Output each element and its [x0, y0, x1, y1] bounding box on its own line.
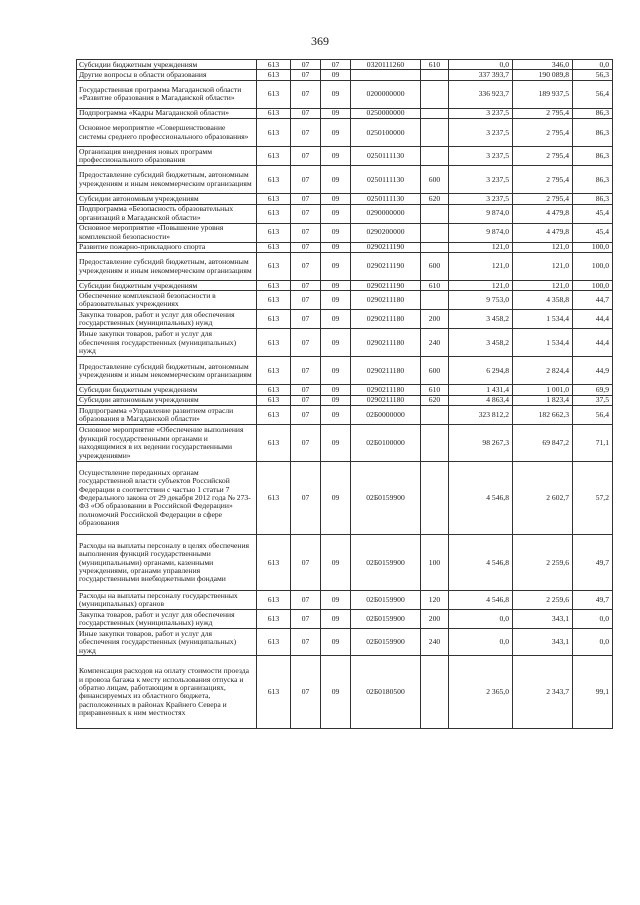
cell-actual: 1 823,4 — [513, 395, 573, 405]
cell-actual: 2 343,7 — [513, 656, 573, 729]
cell-section: 07 — [291, 310, 321, 329]
cell-section: 07 — [291, 119, 321, 147]
cell-ministry: 613 — [257, 310, 291, 329]
cell-actual: 2 259,6 — [513, 535, 573, 591]
cell-percent: 44,7 — [573, 291, 613, 310]
table-row — [77, 395, 613, 405]
cell-actual: 4 479,8 — [513, 204, 573, 223]
table-row — [77, 204, 613, 223]
cell-name: Организация внедрения новых программ профессионального образования — [77, 147, 257, 166]
cell-actual: 4 479,8 — [513, 223, 573, 242]
table-row — [77, 147, 613, 166]
page-number: 369 — [311, 34, 329, 48]
cell-actual: 2 824,4 — [513, 357, 573, 385]
cell-percent: 100,0 — [573, 253, 613, 281]
cell-ministry: 613 — [257, 166, 291, 194]
cell-name: Субсидии бюджетным учреждениям — [77, 281, 257, 291]
cell-ministry: 613 — [257, 291, 291, 310]
cell-plan: 9 753,0 — [449, 291, 513, 310]
cell-ministry: 613 — [257, 656, 291, 729]
cell-expense-type: 600 — [421, 357, 449, 385]
table-row — [77, 406, 613, 425]
cell-expense-type — [421, 119, 449, 147]
cell-subsection: 09 — [321, 119, 351, 147]
cell-subsection: 09 — [321, 385, 351, 395]
cell-plan: 3 458,2 — [449, 310, 513, 329]
cell-name: Закупка товаров, работ и услуг для обеспечения государственных (муниципальных) нужд — [77, 610, 257, 629]
cell-section: 07 — [291, 242, 321, 252]
cell-percent: 44,4 — [573, 310, 613, 329]
cell-subsection: 09 — [321, 204, 351, 223]
cell-expense-type: 600 — [421, 166, 449, 194]
cell-target: 0250000000 — [351, 108, 421, 118]
cell-section: 07 — [291, 329, 321, 357]
cell-percent: 44,9 — [573, 357, 613, 385]
cell-name: Развитие пожарно-прикладного спорта — [77, 242, 257, 252]
table-row — [77, 166, 613, 194]
cell-plan: 336 923,7 — [449, 80, 513, 108]
cell-target: 0290211180 — [351, 357, 421, 385]
cell-percent: 69,9 — [573, 385, 613, 395]
cell-percent: 100,0 — [573, 281, 613, 291]
cell-name: Иные закупки товаров, работ и услуг для обеспечения государственных (муниципальных) нужд — [77, 329, 257, 357]
cell-target: 0250100000 — [351, 119, 421, 147]
cell-section: 07 — [291, 108, 321, 118]
cell-name: Компенсация расходов на оплату стоимости проезда и провоза багажа к месту использования отпуска и обратно лицам, работающим в организациях, финансируемых из областного бюджета, расположенных в районах Крайнего Севера и приравненных к ним местностях — [77, 656, 257, 729]
cell-subsection: 09 — [321, 253, 351, 281]
cell-actual: 2 795,4 — [513, 119, 573, 147]
cell-subsection: 09 — [321, 281, 351, 291]
cell-expense-type: 610 — [421, 281, 449, 291]
cell-expense-type — [421, 425, 449, 462]
cell-percent: 86,3 — [573, 166, 613, 194]
cell-section: 07 — [291, 194, 321, 204]
cell-section: 07 — [291, 610, 321, 629]
cell-subsection: 09 — [321, 406, 351, 425]
cell-plan: 3 237,5 — [449, 147, 513, 166]
cell-target: 02Б0000000 — [351, 406, 421, 425]
cell-plan: 3 237,5 — [449, 166, 513, 194]
cell-subsection: 09 — [321, 591, 351, 610]
cell-actual: 190 089,8 — [513, 70, 573, 80]
cell-name: Основное мероприятие «Совершенствование системы среднего профессионального образования» — [77, 119, 257, 147]
cell-ministry: 613 — [257, 406, 291, 425]
table-row — [77, 357, 613, 385]
cell-section: 07 — [291, 281, 321, 291]
cell-section: 07 — [291, 656, 321, 729]
cell-plan: 3 237,5 — [449, 119, 513, 147]
cell-name: Иные закупки товаров, работ и услуг для обеспечения государственных (муниципальных) нужд — [77, 629, 257, 656]
table-row — [77, 80, 613, 108]
cell-target: 0320111260 — [351, 60, 421, 70]
cell-section: 07 — [291, 70, 321, 80]
table-row — [77, 629, 613, 656]
cell-percent: 56,4 — [573, 406, 613, 425]
cell-target: 0290211180 — [351, 329, 421, 357]
cell-subsection: 09 — [321, 70, 351, 80]
cell-name: Предоставление субсидий бюджетным, автономным учреждениям и иным некоммерческим организациям — [77, 357, 257, 385]
table-row — [77, 223, 613, 242]
cell-target: 0290211180 — [351, 291, 421, 310]
cell-subsection: 07 — [321, 60, 351, 70]
cell-subsection: 09 — [321, 357, 351, 385]
cell-ministry: 613 — [257, 204, 291, 223]
cell-plan: 4 546,8 — [449, 591, 513, 610]
cell-plan: 2 365,0 — [449, 656, 513, 729]
cell-actual: 2 795,4 — [513, 147, 573, 166]
cell-subsection: 09 — [321, 108, 351, 118]
table-row — [77, 425, 613, 462]
cell-section: 07 — [291, 80, 321, 108]
cell-ministry: 613 — [257, 80, 291, 108]
cell-percent: 86,3 — [573, 119, 613, 147]
cell-section: 07 — [291, 535, 321, 591]
cell-ministry: 613 — [257, 329, 291, 357]
cell-actual: 2 795,4 — [513, 166, 573, 194]
cell-expense-type: 610 — [421, 385, 449, 395]
cell-expense-type: 240 — [421, 329, 449, 357]
cell-expense-type — [421, 223, 449, 242]
cell-section: 07 — [291, 395, 321, 405]
cell-plan: 4 546,8 — [449, 462, 513, 535]
cell-actual: 2 259,6 — [513, 591, 573, 610]
cell-ministry: 613 — [257, 591, 291, 610]
cell-target: 0290200000 — [351, 223, 421, 242]
cell-plan: 1 431,4 — [449, 385, 513, 395]
cell-actual: 2 795,4 — [513, 194, 573, 204]
table-row — [77, 385, 613, 395]
table-row — [77, 462, 613, 535]
cell-subsection: 09 — [321, 80, 351, 108]
cell-name: Другие вопросы в области образования — [77, 70, 257, 80]
cell-actual: 121,0 — [513, 281, 573, 291]
cell-section: 07 — [291, 147, 321, 166]
cell-plan: 3 237,5 — [449, 194, 513, 204]
cell-plan: 0,0 — [449, 629, 513, 656]
cell-actual: 2 795,4 — [513, 108, 573, 118]
cell-expense-type — [421, 462, 449, 535]
cell-subsection: 09 — [321, 147, 351, 166]
cell-ministry: 613 — [257, 357, 291, 385]
cell-section: 07 — [291, 166, 321, 194]
cell-ministry: 613 — [257, 629, 291, 656]
cell-expense-type: 620 — [421, 395, 449, 405]
cell-subsection: 09 — [321, 629, 351, 656]
cell-subsection: 09 — [321, 310, 351, 329]
cell-plan: 121,0 — [449, 281, 513, 291]
cell-actual: 4 358,8 — [513, 291, 573, 310]
cell-target: 0290211190 — [351, 253, 421, 281]
cell-percent: 0,0 — [573, 60, 613, 70]
cell-name: Расходы на выплаты персоналу государственных (муниципальных) органов — [77, 591, 257, 610]
cell-subsection: 09 — [321, 535, 351, 591]
cell-actual: 121,0 — [513, 242, 573, 252]
cell-percent: 37,5 — [573, 395, 613, 405]
cell-ministry: 613 — [257, 462, 291, 535]
cell-subsection: 09 — [321, 242, 351, 252]
cell-percent: 0,0 — [573, 629, 613, 656]
cell-actual: 2 602,7 — [513, 462, 573, 535]
table-row — [77, 591, 613, 610]
cell-subsection: 09 — [321, 425, 351, 462]
cell-percent: 99,1 — [573, 656, 613, 729]
cell-section: 07 — [291, 591, 321, 610]
cell-plan: 4 546,8 — [449, 535, 513, 591]
cell-subsection: 09 — [321, 223, 351, 242]
cell-subsection: 09 — [321, 656, 351, 729]
cell-expense-type — [421, 147, 449, 166]
cell-name: Подпрограмма «Управление развитием отрасли образования в Магаданской области» — [77, 406, 257, 425]
cell-plan: 98 267,3 — [449, 425, 513, 462]
cell-expense-type — [421, 80, 449, 108]
cell-target: 02Б0180500 — [351, 656, 421, 729]
cell-section: 07 — [291, 385, 321, 395]
cell-percent: 57,2 — [573, 462, 613, 535]
table-row — [77, 108, 613, 118]
cell-percent: 56,4 — [573, 80, 613, 108]
cell-target: 02Б0100000 — [351, 425, 421, 462]
cell-actual: 343,1 — [513, 629, 573, 656]
cell-expense-type — [421, 406, 449, 425]
cell-subsection: 09 — [321, 194, 351, 204]
table-row — [77, 281, 613, 291]
cell-expense-type — [421, 108, 449, 118]
cell-name: Субсидии автономным учреждениям — [77, 194, 257, 204]
table-row — [77, 310, 613, 329]
cell-plan: 323 812,2 — [449, 406, 513, 425]
cell-target: 02Б0159900 — [351, 591, 421, 610]
cell-target: 0250111130 — [351, 194, 421, 204]
cell-name: Субсидии бюджетным учреждениям — [77, 60, 257, 70]
cell-target — [351, 70, 421, 80]
cell-section: 07 — [291, 60, 321, 70]
cell-section: 07 — [291, 223, 321, 242]
cell-expense-type: 240 — [421, 629, 449, 656]
cell-actual: 343,1 — [513, 610, 573, 629]
cell-subsection: 09 — [321, 395, 351, 405]
cell-section: 07 — [291, 253, 321, 281]
table-row — [77, 610, 613, 629]
cell-expense-type: 600 — [421, 253, 449, 281]
cell-ministry: 613 — [257, 194, 291, 204]
cell-actual: 182 662,3 — [513, 406, 573, 425]
cell-plan: 121,0 — [449, 242, 513, 252]
cell-subsection: 09 — [321, 462, 351, 535]
cell-name: Предоставление субсидий бюджетным, автономным учреждениям и иным некоммерческим организациям — [77, 166, 257, 194]
cell-target: 0290211180 — [351, 395, 421, 405]
cell-name: Государственная программа Магаданской области «Развитие образования в Магаданской области» — [77, 80, 257, 108]
cell-percent: 86,3 — [573, 108, 613, 118]
cell-percent: 0,0 — [573, 610, 613, 629]
cell-plan: 0,0 — [449, 610, 513, 629]
cell-expense-type: 120 — [421, 591, 449, 610]
cell-plan: 0,0 — [449, 60, 513, 70]
cell-expense-type: 200 — [421, 610, 449, 629]
cell-percent: 49,7 — [573, 591, 613, 610]
cell-expense-type: 100 — [421, 535, 449, 591]
cell-ministry: 613 — [257, 281, 291, 291]
cell-section: 07 — [291, 462, 321, 535]
cell-ministry: 613 — [257, 223, 291, 242]
table-row — [77, 194, 613, 204]
table-row — [77, 329, 613, 357]
table-row — [77, 291, 613, 310]
table-row — [77, 535, 613, 591]
cell-percent: 86,3 — [573, 194, 613, 204]
cell-actual: 69 847,2 — [513, 425, 573, 462]
cell-ministry: 613 — [257, 119, 291, 147]
cell-plan: 337 393,7 — [449, 70, 513, 80]
cell-expense-type: 200 — [421, 310, 449, 329]
cell-expense-type — [421, 291, 449, 310]
cell-ministry: 613 — [257, 385, 291, 395]
budget-table — [76, 59, 613, 729]
cell-expense-type: 620 — [421, 194, 449, 204]
cell-name: Закупка товаров, работ и услуг для обеспечения государственных (муниципальных) нужд — [77, 310, 257, 329]
cell-name: Основное мероприятие «Повышение уровня комплексной безопасности» — [77, 223, 257, 242]
cell-name: Подпрограмма «Безопасность образовательных организаций в Магаданской области» — [77, 204, 257, 223]
cell-target: 0290211190 — [351, 281, 421, 291]
cell-expense-type — [421, 70, 449, 80]
cell-percent: 49,7 — [573, 535, 613, 591]
cell-section: 07 — [291, 357, 321, 385]
cell-target: 0290211180 — [351, 310, 421, 329]
cell-plan: 121,0 — [449, 253, 513, 281]
cell-plan: 3 458,2 — [449, 329, 513, 357]
cell-expense-type: 610 — [421, 60, 449, 70]
cell-ministry: 613 — [257, 425, 291, 462]
cell-expense-type — [421, 242, 449, 252]
cell-target: 0290000000 — [351, 204, 421, 223]
cell-subsection: 09 — [321, 291, 351, 310]
cell-name: Обеспечение комплексной безопасности в образовательных учреждениях — [77, 291, 257, 310]
cell-plan: 3 237,5 — [449, 108, 513, 118]
cell-ministry: 613 — [257, 253, 291, 281]
cell-target: 0250111130 — [351, 166, 421, 194]
cell-ministry: 613 — [257, 535, 291, 591]
cell-name: Субсидии автономным учреждениям — [77, 395, 257, 405]
table-row — [77, 70, 613, 80]
cell-name: Субсидии бюджетным учреждениям — [77, 385, 257, 395]
cell-ministry: 613 — [257, 108, 291, 118]
cell-expense-type — [421, 656, 449, 729]
cell-target: 02Б0159900 — [351, 462, 421, 535]
cell-plan: 9 874,0 — [449, 204, 513, 223]
cell-target: 0200000000 — [351, 80, 421, 108]
cell-plan: 4 863,4 — [449, 395, 513, 405]
cell-percent: 56,3 — [573, 70, 613, 80]
cell-name: Подпрограмма «Кадры Магаданской области» — [77, 108, 257, 118]
cell-ministry: 613 — [257, 242, 291, 252]
cell-actual: 121,0 — [513, 253, 573, 281]
cell-plan: 6 294,8 — [449, 357, 513, 385]
cell-subsection: 09 — [321, 329, 351, 357]
cell-target: 0250111130 — [351, 147, 421, 166]
table-row — [77, 119, 613, 147]
cell-subsection: 09 — [321, 610, 351, 629]
cell-percent: 71,1 — [573, 425, 613, 462]
cell-target: 02Б0159900 — [351, 629, 421, 656]
cell-section: 07 — [291, 629, 321, 656]
cell-actual: 1 001,0 — [513, 385, 573, 395]
cell-ministry: 613 — [257, 395, 291, 405]
cell-ministry: 613 — [257, 610, 291, 629]
cell-actual: 1 534,4 — [513, 310, 573, 329]
cell-actual: 189 937,5 — [513, 80, 573, 108]
cell-ministry: 613 — [257, 147, 291, 166]
cell-actual: 1 534,4 — [513, 329, 573, 357]
cell-plan: 9 874,0 — [449, 223, 513, 242]
cell-name: Осуществление переданных органам государственной власти субъектов Российской Федерации в соответствии с частью 1 статьи 7 Федерального закона от 29 декабря 2012 года № 273-ФЗ «Об образовании в Российской Федерации» полномочий Российской Федерации в сфере образования — [77, 462, 257, 535]
table-row — [77, 60, 613, 70]
cell-ministry: 613 — [257, 60, 291, 70]
table-row — [77, 656, 613, 729]
cell-section: 07 — [291, 204, 321, 223]
table-row — [77, 253, 613, 281]
cell-section: 07 — [291, 291, 321, 310]
cell-actual: 346,0 — [513, 60, 573, 70]
table-row — [77, 242, 613, 252]
cell-name: Предоставление субсидий бюджетным, автономным учреждениям и иным некоммерческим организациям — [77, 253, 257, 281]
cell-percent: 100,0 — [573, 242, 613, 252]
cell-percent: 86,3 — [573, 147, 613, 166]
cell-percent: 44,4 — [573, 329, 613, 357]
cell-subsection: 09 — [321, 166, 351, 194]
cell-percent: 45,4 — [573, 223, 613, 242]
cell-target: 0290211190 — [351, 242, 421, 252]
cell-section: 07 — [291, 425, 321, 462]
cell-percent: 45,4 — [573, 204, 613, 223]
cell-section: 07 — [291, 406, 321, 425]
cell-target: 02Б0159900 — [351, 610, 421, 629]
cell-target: 0290211180 — [351, 385, 421, 395]
cell-name: Расходы на выплаты персоналу в целях обеспечения выполнения функций государственными (муниципальными) органами, казенными учреждениями, органами управления государственными внебюджетными фондами — [77, 535, 257, 591]
cell-name: Основное мероприятие «Обеспечение выполнения функций государственными органами и находящимися в их ведении государственными учреждениями» — [77, 425, 257, 462]
cell-expense-type — [421, 204, 449, 223]
cell-ministry: 613 — [257, 70, 291, 80]
cell-target: 02Б0159900 — [351, 535, 421, 591]
